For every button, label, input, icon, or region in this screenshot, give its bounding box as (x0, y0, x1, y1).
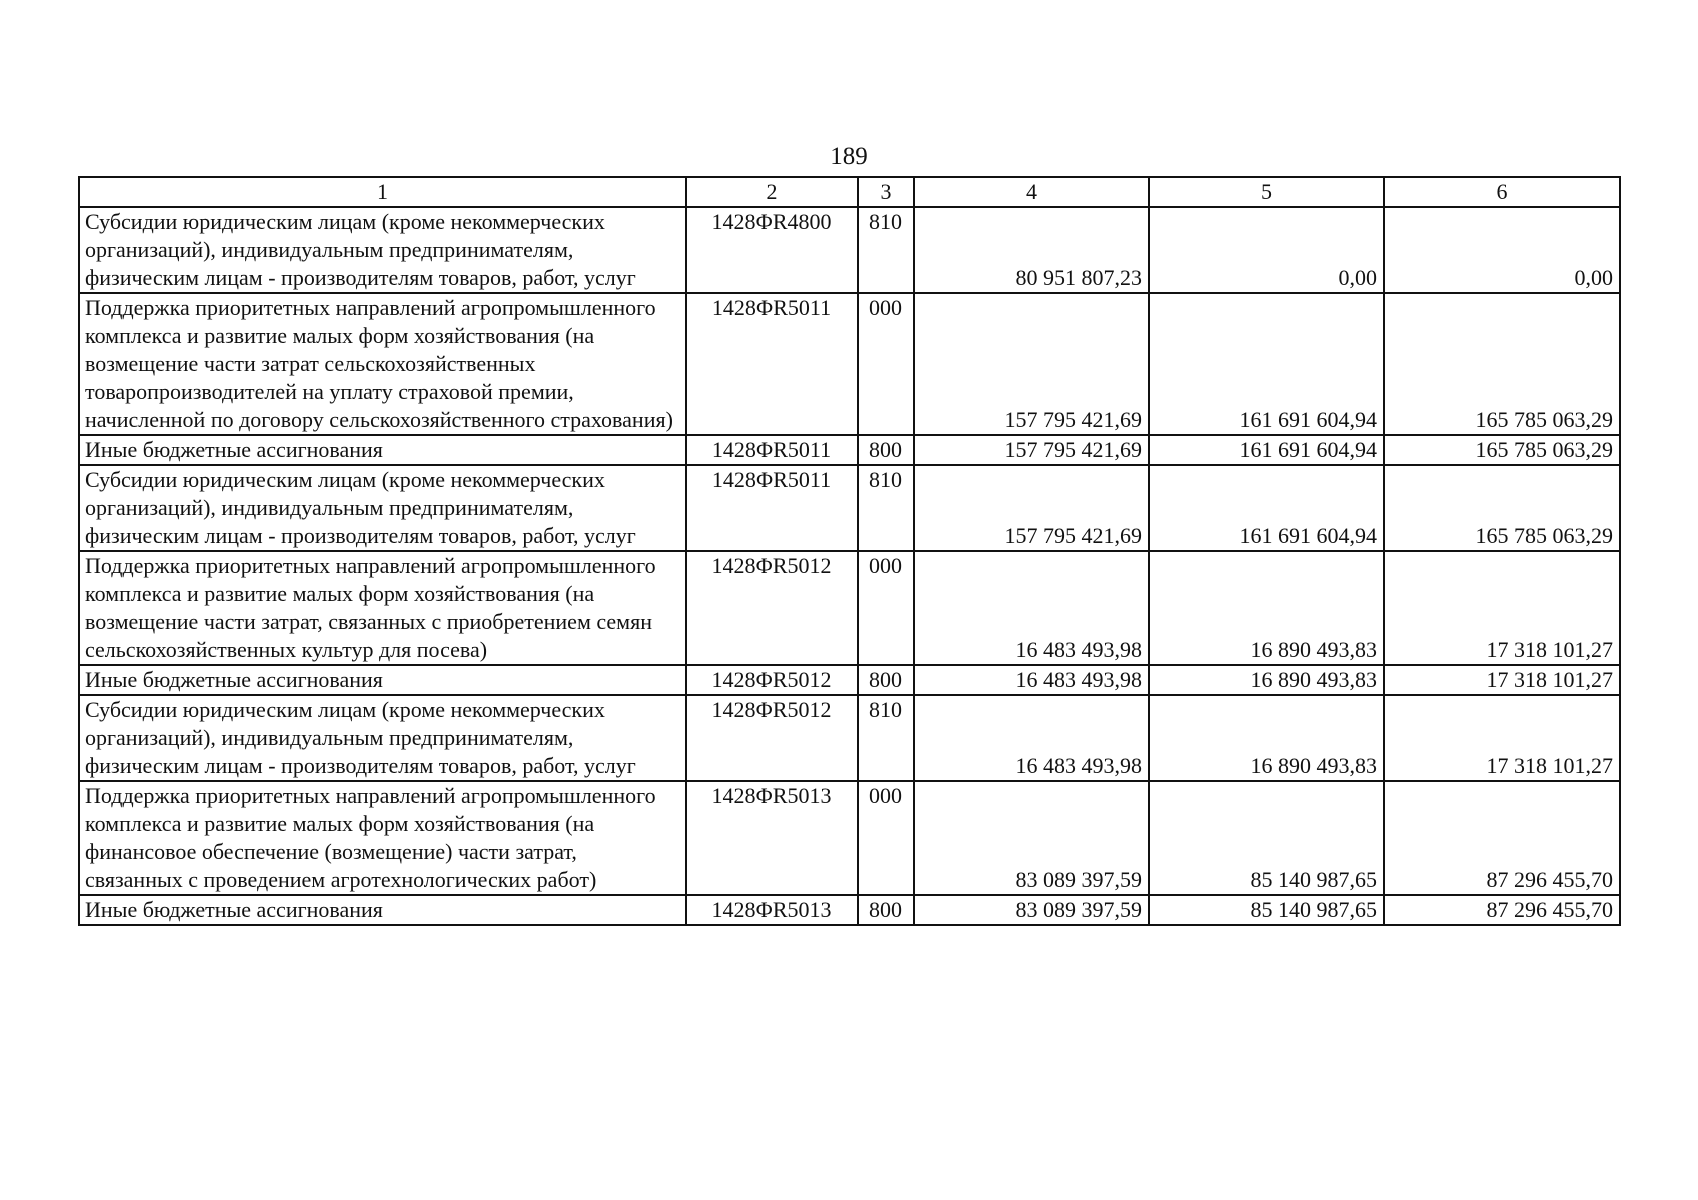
row-amount-col5: 16 890 493,83 (1149, 551, 1384, 665)
table-row (79, 665, 1620, 695)
row-amount-col6: 87 296 455,70 (1384, 781, 1620, 895)
row-name: Поддержка приоритетных направлений агропромышленного комплекса и развитие малых форм хозяйствования (на финансовое обеспечение (возмещение) части затрат, связанных с проведением агротехнологических работ) (79, 781, 686, 895)
header-row (79, 177, 1620, 207)
row-amount-col4: 157 795 421,69 (914, 435, 1149, 465)
row-amount-col4: 157 795 421,69 (914, 465, 1149, 551)
row-amount-col6: 165 785 063,29 (1384, 435, 1620, 465)
column-header-4: 4 (914, 177, 1149, 207)
row-amount-col6: 17 318 101,27 (1384, 665, 1620, 695)
row-amount-col5: 85 140 987,65 (1149, 781, 1384, 895)
row-expense-type: 800 (858, 665, 914, 695)
row-name: Субсидии юридическим лицам (кроме некоммерческих организаций), индивидуальным предпринимателям, физическим лицам - производителям товаров, работ, услуг (79, 465, 686, 551)
table-row (79, 293, 1620, 435)
row-amount-col6: 17 318 101,27 (1384, 695, 1620, 781)
row-amount-col5: 85 140 987,65 (1149, 895, 1384, 925)
row-name: Иные бюджетные ассигнования (79, 435, 686, 465)
row-amount-col5: 16 890 493,83 (1149, 665, 1384, 695)
row-expense-type: 800 (858, 895, 914, 925)
row-expense-type: 000 (858, 781, 914, 895)
row-target-code: 1428ФR5012 (686, 551, 858, 665)
row-amount-col5: 161 691 604,94 (1149, 435, 1384, 465)
row-amount-col4: 80 951 807,23 (914, 207, 1149, 293)
row-target-code: 1428ФR4800 (686, 207, 858, 293)
row-amount-col4: 16 483 493,98 (914, 551, 1149, 665)
page-number: 189 (830, 143, 868, 170)
row-expense-type: 000 (858, 293, 914, 435)
table-row (79, 435, 1620, 465)
row-amount-col6: 165 785 063,29 (1384, 293, 1620, 435)
row-amount-col6: 0,00 (1384, 207, 1620, 293)
row-target-code: 1428ФR5011 (686, 465, 858, 551)
column-header-2: 2 (686, 177, 858, 207)
row-amount-col6: 17 318 101,27 (1384, 551, 1620, 665)
row-amount-col4: 16 483 493,98 (914, 695, 1149, 781)
row-expense-type: 810 (858, 207, 914, 293)
table-row (79, 207, 1620, 293)
row-name: Иные бюджетные ассигнования (79, 895, 686, 925)
row-target-code: 1428ФR5012 (686, 695, 858, 781)
table-row (79, 695, 1620, 781)
column-header-5: 5 (1149, 177, 1384, 207)
row-expense-type: 810 (858, 465, 914, 551)
column-header-1: 1 (79, 177, 686, 207)
row-amount-col4: 157 795 421,69 (914, 293, 1149, 435)
row-amount-col5: 161 691 604,94 (1149, 293, 1384, 435)
row-amount-col5: 0,00 (1149, 207, 1384, 293)
row-amount-col4: 83 089 397,59 (914, 895, 1149, 925)
row-name: Иные бюджетные ассигнования (79, 665, 686, 695)
column-header-3: 3 (858, 177, 914, 207)
row-name: Поддержка приоритетных направлений агропромышленного комплекса и развитие малых форм хозяйствования (на возмещение части затрат, связанных с приобретением семян сельскохозяйственных культур для посева) (79, 551, 686, 665)
row-amount-col4: 16 483 493,98 (914, 665, 1149, 695)
table-row (79, 465, 1620, 551)
row-expense-type: 000 (858, 551, 914, 665)
row-target-code: 1428ФR5011 (686, 435, 858, 465)
row-name: Субсидии юридическим лицам (кроме некоммерческих организаций), индивидуальным предпринимателям, физическим лицам - производителям товаров, работ, услуг (79, 695, 686, 781)
row-amount-col5: 161 691 604,94 (1149, 465, 1384, 551)
row-target-code: 1428ФR5013 (686, 895, 858, 925)
row-amount-col4: 83 089 397,59 (914, 781, 1149, 895)
row-name: Поддержка приоритетных направлений агропромышленного комплекса и развитие малых форм хозяйствования (на возмещение части затрат сельскохозяйственных товаропроизводителей на уплату страховой премии, начисленной по договору сельскохозяйственного страхования) (79, 293, 686, 435)
row-amount-col6: 165 785 063,29 (1384, 465, 1620, 551)
row-name: Субсидии юридическим лицам (кроме некоммерческих организаций), индивидуальным предпринимателям, физическим лицам - производителям товаров, работ, услуг (79, 207, 686, 293)
row-target-code: 1428ФR5012 (686, 665, 858, 695)
row-amount-col6: 87 296 455,70 (1384, 895, 1620, 925)
budget-table (78, 176, 1621, 926)
row-amount-col5: 16 890 493,83 (1149, 695, 1384, 781)
column-header-6: 6 (1384, 177, 1620, 207)
table-row (79, 895, 1620, 925)
row-target-code: 1428ФR5013 (686, 781, 858, 895)
table-row (79, 551, 1620, 665)
row-expense-type: 800 (858, 435, 914, 465)
row-target-code: 1428ФR5011 (686, 293, 858, 435)
row-expense-type: 810 (858, 695, 914, 781)
table-row (79, 781, 1620, 895)
